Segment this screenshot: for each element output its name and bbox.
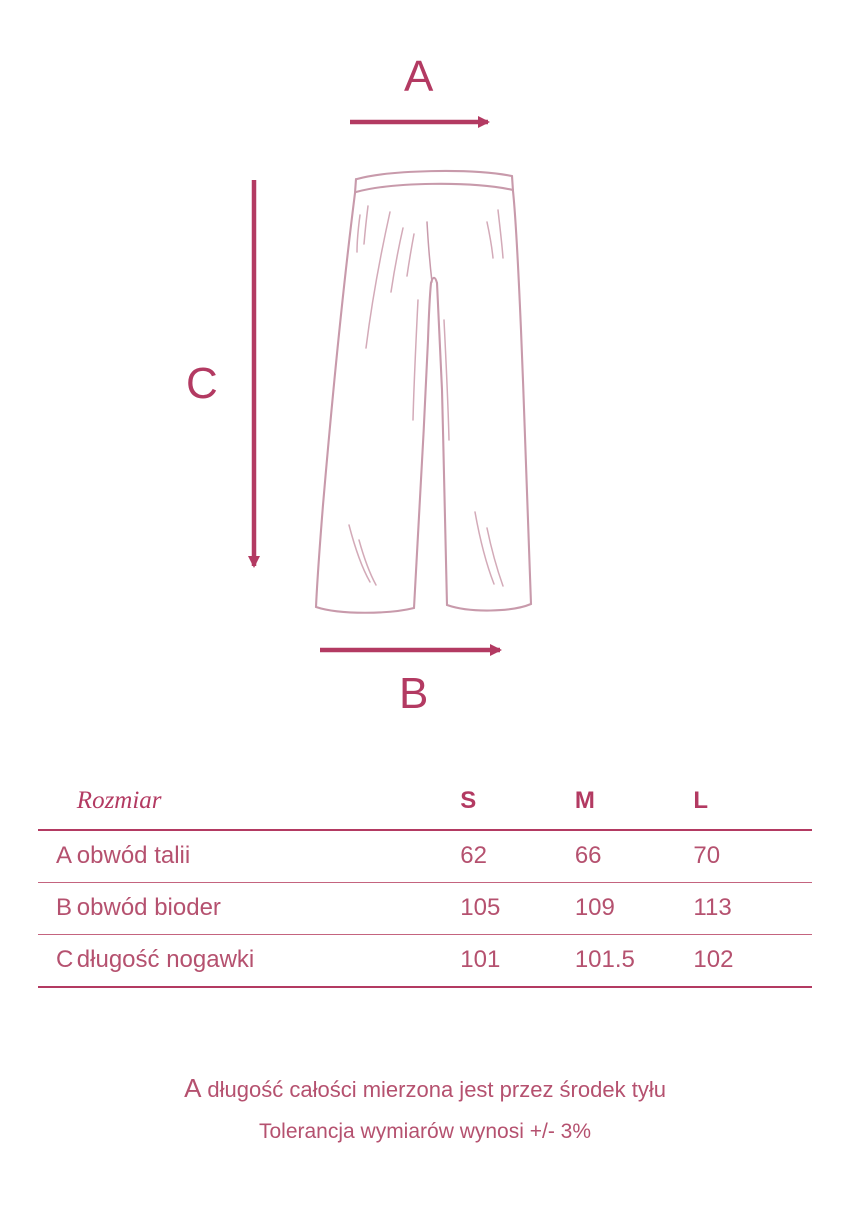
row-key-c: C bbox=[38, 934, 77, 986]
footnote-tolerance: Tolerancja wymiarów wynosi +/- 3% bbox=[258, 1119, 592, 1143]
footnote-primary bbox=[0, 1072, 850, 1106]
row-a-value-s: 62 bbox=[456, 830, 575, 882]
table-header-row bbox=[38, 772, 812, 830]
row-key-a: A bbox=[38, 830, 77, 882]
table-row bbox=[38, 934, 812, 986]
footnotes bbox=[0, 1072, 850, 1144]
row-a-value-m: 66 bbox=[575, 830, 694, 882]
table-bottom-rule bbox=[38, 986, 812, 988]
trousers-outline bbox=[316, 171, 531, 613]
row-a-value-l: 70 bbox=[693, 830, 812, 882]
row-c-value-l: 102 bbox=[693, 934, 812, 986]
header-key-spacer bbox=[38, 772, 77, 830]
row-c-value-s: 101 bbox=[456, 934, 575, 986]
header-size-l: L bbox=[693, 786, 710, 814]
row-b-value-l: 113 bbox=[693, 882, 812, 934]
table-row bbox=[38, 882, 812, 934]
row-desc-b: obwód bioder bbox=[77, 882, 456, 934]
table-row bbox=[38, 830, 812, 882]
size-table-wrapper bbox=[38, 772, 812, 988]
row-desc-c: długość nogawki bbox=[77, 934, 456, 986]
row-desc-a: obwód talii bbox=[77, 830, 456, 882]
dimension-label-b: B bbox=[399, 669, 430, 718]
header-rozmiar: Rozmiar bbox=[76, 786, 162, 814]
header-size-s: S bbox=[460, 786, 478, 814]
dimension-label-a: A bbox=[404, 52, 435, 101]
row-c-value-m: 101.5 bbox=[575, 934, 694, 986]
row-key-b: B bbox=[38, 882, 77, 934]
footnote-text: długość całości mierzona jest przez środek tyłu bbox=[207, 1077, 666, 1102]
footnote-marker-a: A bbox=[184, 1073, 202, 1103]
dimension-label-c: C bbox=[186, 359, 219, 408]
row-b-value-s: 105 bbox=[456, 882, 575, 934]
size-table bbox=[38, 772, 812, 986]
header-size-m: M bbox=[574, 786, 596, 814]
row-b-value-m: 109 bbox=[575, 882, 694, 934]
